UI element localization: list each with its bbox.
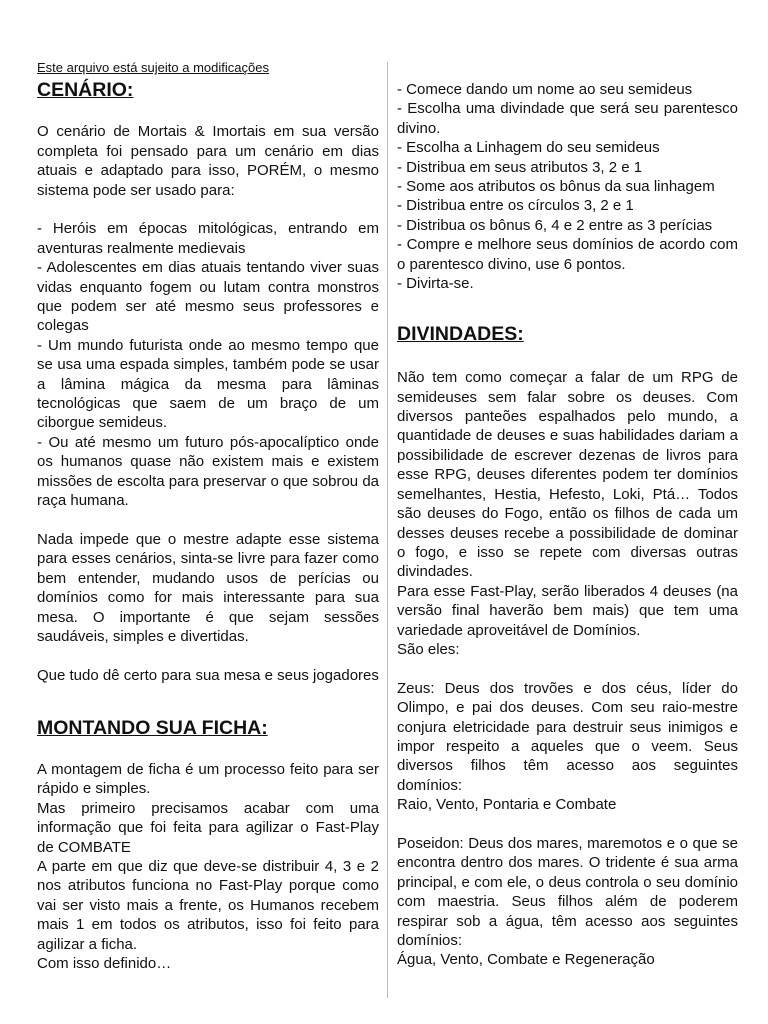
- heading-montando-ficha: MONTANDO SUA FICHA:: [37, 716, 268, 739]
- cenario-item: - Heróis em épocas mitológicas, entrando em aventuras realmente medievais: [37, 220, 379, 257]
- modification-notice: Este arquivo está sujeito a modificações: [37, 60, 269, 75]
- deity-poseidon-domains: Água, Vento, Combate e Regeneração: [397, 951, 655, 969]
- montando-paragraph: Mas primeiro precisamos acabar com uma informação que foi feita para agilizar o Fast-Play de COMBATE: [37, 799, 379, 856]
- deity-zeus-description: Zeus: Deus dos trovões e dos céus, líder do Olimpo, e pai dos deuses. Com seu raio-mestre conjura eletricidade para destruir seus inimigos e impor respeito a aqueles que o veem. Seus diversos filhos têm acesso aos seguintes domínios:: [397, 679, 738, 794]
- divindades-paragraph: São eles:: [397, 640, 460, 658]
- right-column: [397, 80, 738, 970]
- step-item: - Escolha uma divindade que será seu parentesco divino.: [397, 100, 738, 137]
- deity-poseidon-description: Poseidon: Deus dos mares, maremotos e o que se encontra dentro dos mares. O tridente é sua arma principal, e com ele, o deus controla o seu domínio com maestria. Seus filhos além de poderem respirar sob a água, têm acesso aos seguintes domínios:: [397, 834, 738, 949]
- cenario-item: - Ou até mesmo um futuro pós-apocalíptico onde os humanos quase não existem mais e existem missões de escolta para preservar o que sobrou da raça humana.: [37, 433, 379, 510]
- divindades-paragraph: Não tem como começar a falar de um RPG de semideuses sem falar sobre os deuses. Com diversos panteões espalhados pelo mundo, a quantidade de deuses e suas habilidades dariam a possibilidade de escrever dezenas de livros para esse RPG, deuses diferentes podem ter domínios semelhantes, Hestia, Hefesto, Loki, Ptá… Todos são deuses do Fogo, então os filhos de cada um desses deuses recebe a possibilidade de dominar o fogo, e isso se repete com diversas outras divindades.: [397, 369, 738, 581]
- step-item: - Escolha a Linhagem do seu semideus: [397, 139, 660, 157]
- column-divider: [387, 62, 388, 998]
- cenario-intro: O cenário de Mortais & Imortais em sua versão completa foi pensado para um cenário em dias atuais e adaptado para isso, PORÉM, o mesmo sistema pode ser usado para:: [37, 123, 379, 199]
- cenario-adapt-paragraph: Nada impede que o mestre adapte esse sistema para esses cenários, sinta-se livre para fazer como bem entender, mudando usos de perícias ou domínios como for mais interessante para sua mesa. O importante é que sejam sessões saudáveis, simples e divertidas.: [37, 530, 379, 645]
- montando-paragraph: Com isso definido…: [37, 954, 172, 972]
- cenario-item: - Adolescentes em dias atuais tentando viver suas vidas enquanto fogem ou lutam contra monstros que podem ser até mesmo seus professores e colegas: [37, 259, 379, 335]
- step-item: - Comece dando um nome ao seu semideus: [397, 81, 693, 98]
- heading-divindades: DIVINDADES:: [397, 322, 524, 345]
- step-item: - Distribua os bônus 6, 4 e 2 entre as 3 perícias: [397, 216, 713, 234]
- step-item: - Distribua em seus atributos 3, 2 e 1: [397, 158, 643, 176]
- step-item: - Distribua entre os círculos 3, 2 e 1: [397, 197, 634, 215]
- step-item: - Some aos atributos os bônus da sua linhagem: [397, 178, 715, 196]
- deity-zeus-domains: Raio, Vento, Pontaria e Combate: [397, 796, 617, 814]
- step-item: - Divirta-se.: [397, 275, 474, 293]
- montando-paragraph: A montagem de ficha é um processo feito para ser rápido e simples.: [37, 760, 379, 798]
- cenario-wish-paragraph: Que tudo dê certo para sua mesa e seus jogadores: [37, 666, 379, 684]
- cenario-item: - Um mundo futurista onde ao mesmo tempo que se usa uma espada simples, também pode se usar a lâmina mágica da mesma para lâminas tecnológicas que saem de um braço de um ciborgue semideus.: [37, 336, 379, 432]
- divindades-paragraph: Para esse Fast-Play, serão liberados 4 deuses (na versão final haverão bem mais) que tem uma variedade aproveitável de Domínios.: [397, 582, 738, 639]
- montando-paragraph: A parte em que diz que deve-se distribuir 4, 3 e 2 nos atributos funciona no Fast-Play porque como vai ser visto mais a frente, os Humanos recebem mais 1 em todos os atributos, isso foi feito para agilizar a ficha.: [37, 857, 379, 953]
- step-item: - Compre e melhore seus domínios de acordo com o parentesco divino, use 6 pontos.: [397, 236, 738, 273]
- left-column: [37, 60, 379, 973]
- heading-cenario: CENÁRIO:: [37, 79, 134, 101]
